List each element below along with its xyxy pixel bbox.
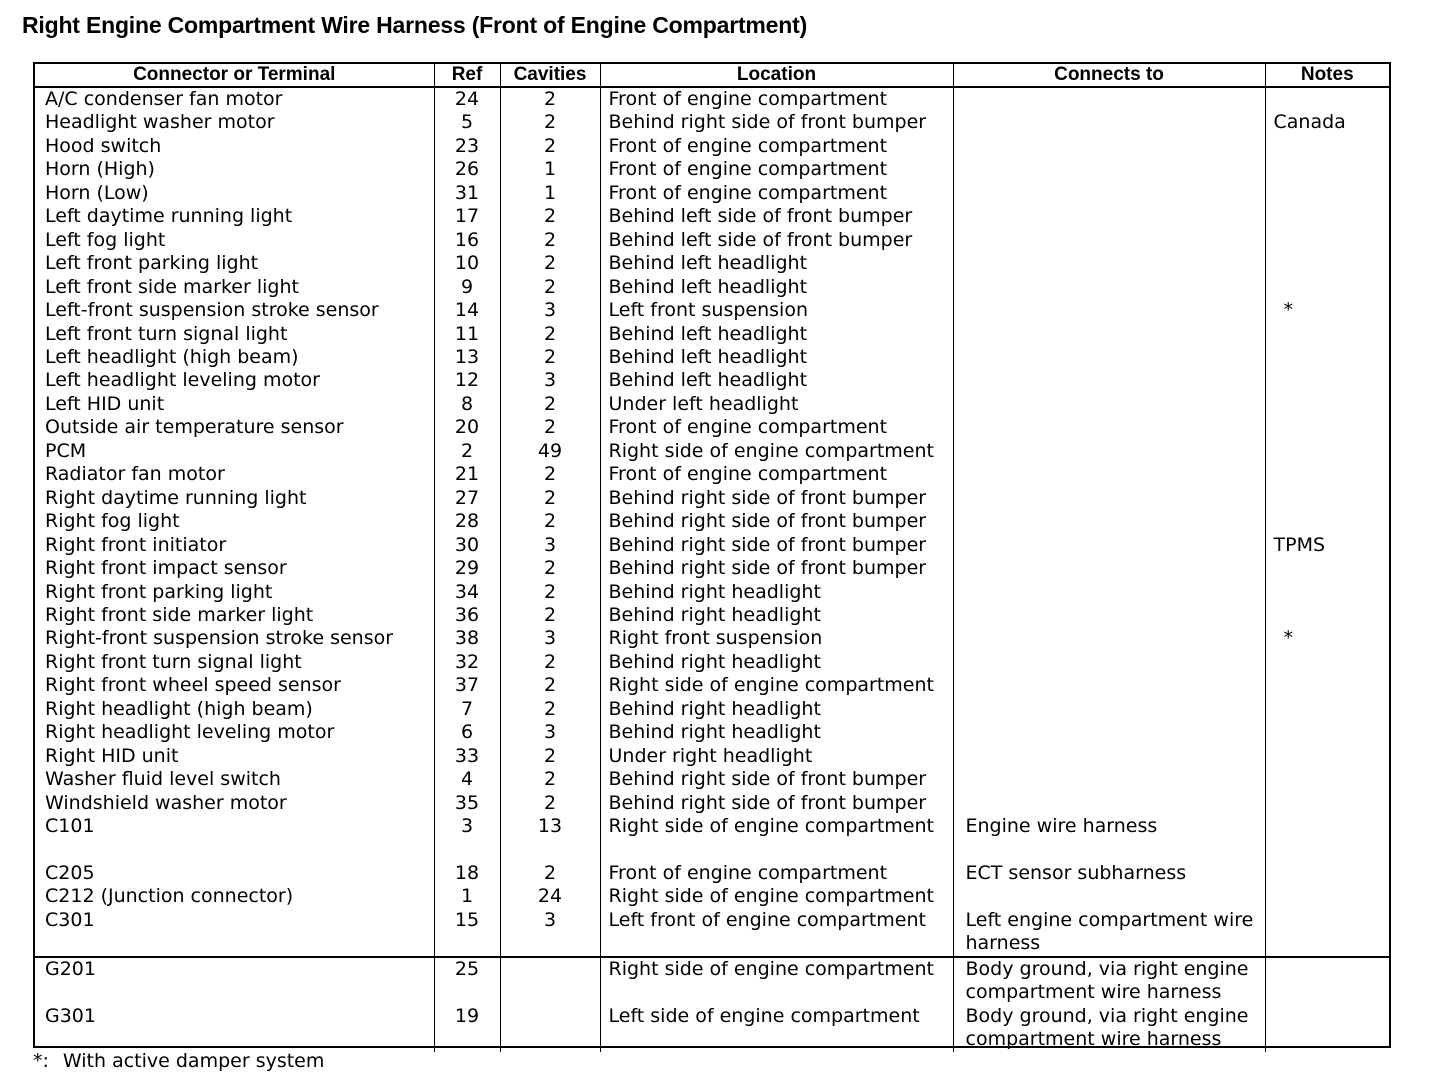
cell-ref: 23	[434, 135, 500, 158]
cell-connector: Right front impact sensor	[35, 557, 434, 580]
cell-location: Behind right side of front bumper	[600, 510, 953, 533]
cell-ref: 24	[434, 87, 500, 111]
cell-cavities: 2	[500, 135, 600, 158]
table-row	[35, 862, 1389, 885]
cell-connector: Left daytime running light	[35, 205, 434, 228]
cell-location: Right side of engine compartment	[600, 815, 953, 838]
cell-connector: Left front turn signal light	[35, 323, 434, 346]
cell-ref: 7	[434, 698, 500, 721]
cell-cavities: 24	[500, 885, 600, 908]
cell-cavities: 2	[500, 487, 600, 510]
cell-cavities: 2	[500, 792, 600, 815]
cell-ref: 20	[434, 416, 500, 439]
cell-connects-to	[953, 721, 1265, 744]
cell-notes	[1265, 815, 1389, 838]
cell-ref: 31	[434, 182, 500, 205]
cell-connector: PCM	[35, 440, 434, 463]
cell-ref: 19	[434, 1005, 500, 1052]
cell-location: Right side of engine compartment	[600, 885, 953, 908]
cell-ref: 13	[434, 346, 500, 369]
cell-connects-to	[953, 745, 1265, 768]
cell-notes	[1265, 581, 1389, 604]
cell-cavities: 2	[500, 698, 600, 721]
cell-location: Left front of engine compartment	[600, 909, 953, 957]
cell-cavities: 2	[500, 416, 600, 439]
cell-notes	[1265, 1005, 1389, 1052]
cell-connects-to	[953, 581, 1265, 604]
cell-connector: Headlight washer motor	[35, 111, 434, 134]
table-row	[35, 299, 1389, 322]
table-row	[35, 1005, 1389, 1052]
cell-ref: 36	[434, 604, 500, 627]
cell-location: Right side of engine compartment	[600, 674, 953, 697]
cell-notes	[1265, 839, 1389, 862]
cell-connector: Washer fluid level switch	[35, 768, 434, 791]
cell-location: Front of engine compartment	[600, 87, 953, 111]
cell-connector: Right fog light	[35, 510, 434, 533]
cell-connects-to	[953, 346, 1265, 369]
cell-connects-to	[953, 252, 1265, 275]
cell-cavities: 2	[500, 557, 600, 580]
cell-location: Front of engine compartment	[600, 416, 953, 439]
cell-cavities: 2	[500, 393, 600, 416]
cell-location: Behind left headlight	[600, 276, 953, 299]
table-row	[35, 323, 1389, 346]
table-row	[35, 510, 1389, 533]
cell-notes	[1265, 135, 1389, 158]
cell-notes	[1265, 698, 1389, 721]
cell-notes	[1265, 792, 1389, 815]
cell-cavities: 3	[500, 369, 600, 392]
cell-connector: Right HID unit	[35, 745, 434, 768]
cell-connector: C301	[35, 909, 434, 957]
cell-location: Behind right side of front bumper	[600, 557, 953, 580]
table-row	[35, 581, 1389, 604]
cell-cavities: 2	[500, 229, 600, 252]
cell-connector: Left-front suspension stroke sensor	[35, 299, 434, 322]
cell-notes	[1265, 229, 1389, 252]
cell-connector: Right front turn signal light	[35, 651, 434, 674]
table-row	[35, 721, 1389, 744]
cell-location: Behind right headlight	[600, 721, 953, 744]
cell-connects-to	[953, 627, 1265, 650]
column-header-cavities: Cavities	[500, 64, 600, 87]
cell-cavities	[500, 1005, 600, 1052]
cell-cavities: 2	[500, 205, 600, 228]
cell-notes	[1265, 557, 1389, 580]
cell-ref: 29	[434, 557, 500, 580]
cell-ref: 26	[434, 158, 500, 181]
cell-connects-to	[953, 557, 1265, 580]
cell-connector: Left fog light	[35, 229, 434, 252]
cell-notes: Canada	[1273, 111, 1346, 134]
cell-notes	[1265, 87, 1389, 111]
cell-ref	[434, 839, 500, 862]
cell-connector: Right headlight leveling motor	[35, 721, 434, 744]
cell-notes	[1265, 745, 1389, 768]
table-row	[35, 698, 1389, 721]
cell-ref: 8	[434, 393, 500, 416]
cell-cavities	[500, 957, 600, 1005]
cell-ref: 9	[434, 276, 500, 299]
cell-connects-to	[953, 604, 1265, 627]
cell-cavities: 2	[500, 581, 600, 604]
cell-connects-to	[953, 182, 1265, 205]
cell-location: Behind right side of front bumper	[600, 487, 953, 510]
table-row	[35, 393, 1389, 416]
cell-connector	[35, 839, 434, 862]
cell-notes	[1265, 416, 1389, 439]
cell-connector: C205	[35, 862, 434, 885]
table-row	[35, 604, 1389, 627]
cell-cavities: 2	[500, 463, 600, 486]
cell-cavities: 1	[500, 182, 600, 205]
cell-connects-to	[953, 369, 1265, 392]
cell-connects-to	[953, 416, 1265, 439]
cell-notes	[1265, 182, 1389, 205]
cell-location: Left front suspension	[600, 299, 953, 322]
cell-connects-to	[953, 276, 1265, 299]
cell-notes	[1265, 909, 1389, 957]
cell-ref: 21	[434, 463, 500, 486]
cell-notes: TPMS	[1273, 533, 1326, 556]
cell-notes	[1265, 487, 1389, 510]
column-header-ref: Ref	[434, 64, 500, 87]
cell-connects-to	[953, 510, 1265, 533]
cell-cavities: 2	[500, 111, 600, 134]
cell-cavities	[500, 839, 600, 862]
cell-ref: 1	[434, 885, 500, 908]
cell-cavities: 2	[500, 87, 600, 111]
cell-connector: Hood switch	[35, 135, 434, 158]
column-header-connects-to: Connects to	[953, 64, 1265, 87]
cell-notes	[1265, 721, 1389, 744]
cell-location: Left side of engine compartment	[600, 1005, 953, 1052]
cell-connects-to	[953, 487, 1265, 510]
cell-ref: 34	[434, 581, 500, 604]
cell-connector: C101	[35, 815, 434, 838]
cell-location: Right side of engine compartment	[600, 957, 953, 1005]
cell-cavities: 49	[500, 440, 600, 463]
cell-connector: Radiator fan motor	[35, 463, 434, 486]
cell-ref: 27	[434, 487, 500, 510]
cell-connects-to	[953, 393, 1265, 416]
footnote-text: With active damper system	[62, 1050, 325, 1072]
cell-ref: 4	[434, 768, 500, 791]
cell-ref: 28	[434, 510, 500, 533]
cell-location: Behind left headlight	[600, 323, 953, 346]
footnote-mark: *:	[33, 1050, 49, 1072]
cell-connects-to: ECT sensor subharness	[953, 862, 1265, 885]
cell-cavities: 3	[500, 299, 600, 322]
cell-notes	[1265, 651, 1389, 674]
table-row	[35, 815, 1389, 838]
wire-harness-table	[33, 62, 1391, 1051]
table-row	[35, 416, 1389, 439]
cell-connects-to	[953, 440, 1265, 463]
cell-connects-to	[953, 135, 1265, 158]
cell-location: Behind left headlight	[600, 252, 953, 275]
table-row	[35, 229, 1389, 252]
cell-notes: *	[1283, 299, 1293, 322]
cell-location: Behind left headlight	[600, 369, 953, 392]
cell-cavities: 2	[500, 862, 600, 885]
table-row	[35, 276, 1389, 299]
cell-cavities: 3	[500, 909, 600, 957]
cell-location: Behind right headlight	[600, 698, 953, 721]
cell-connects-to	[953, 111, 1265, 134]
cell-connector: Left headlight (high beam)	[35, 346, 434, 369]
cell-connector: G301	[35, 1005, 434, 1052]
cell-connects-to	[953, 768, 1265, 791]
cell-connector: Right-front suspension stroke sensor	[35, 627, 434, 650]
cell-location: Front of engine compartment	[600, 862, 953, 885]
table-row	[35, 557, 1389, 580]
cell-location: Under left headlight	[600, 393, 953, 416]
column-header-notes: Notes	[1265, 64, 1389, 87]
cell-notes	[1265, 369, 1389, 392]
cell-ref: 11	[434, 323, 500, 346]
table-row	[35, 87, 1389, 111]
cell-location: Behind left side of front bumper	[600, 229, 953, 252]
cell-connector: Left headlight leveling motor	[35, 369, 434, 392]
table-row	[35, 369, 1389, 392]
table-body	[35, 87, 1389, 1052]
cell-connector: Right front parking light	[35, 581, 434, 604]
cell-connector: Windshield washer motor	[35, 792, 434, 815]
table-row	[35, 839, 1389, 862]
cell-ref: 38	[434, 627, 500, 650]
table-row	[35, 158, 1389, 181]
column-header-location: Location	[600, 64, 953, 87]
table-row	[35, 909, 1389, 957]
cell-cavities: 13	[500, 815, 600, 838]
cell-notes	[1265, 205, 1389, 228]
table-row	[35, 674, 1389, 697]
cell-notes	[1265, 276, 1389, 299]
footnote	[33, 1050, 324, 1072]
cell-notes: *	[1283, 627, 1293, 650]
column-header-connector: Connector or Terminal	[35, 64, 434, 87]
table-row	[35, 487, 1389, 510]
cell-cavities: 2	[500, 346, 600, 369]
cell-connects-to	[953, 463, 1265, 486]
cell-location: Behind right side of front bumper	[600, 768, 953, 791]
cell-ref: 15	[434, 909, 500, 957]
cell-location: Behind right headlight	[600, 581, 953, 604]
table-row	[35, 252, 1389, 275]
cell-cavities: 2	[500, 674, 600, 697]
cell-notes	[1265, 885, 1389, 908]
cell-connector: A/C condenser fan motor	[35, 87, 434, 111]
cell-connects-to	[953, 885, 1265, 908]
cell-cavities: 2	[500, 745, 600, 768]
cell-connects-to	[953, 323, 1265, 346]
cell-location: Right front suspension	[600, 627, 953, 650]
table-row	[35, 463, 1389, 486]
table-row	[35, 111, 1389, 134]
cell-notes	[1265, 252, 1389, 275]
cell-ref: 25	[434, 957, 500, 1005]
cell-ref: 16	[434, 229, 500, 252]
table-row	[35, 205, 1389, 228]
cell-cavities: 3	[500, 627, 600, 650]
cell-cavities: 2	[500, 604, 600, 627]
cell-cavities: 2	[500, 252, 600, 275]
cell-location: Right side of engine compartment	[600, 440, 953, 463]
cell-connector: Right headlight (high beam)	[35, 698, 434, 721]
cell-cavities: 3	[500, 534, 600, 557]
cell-cavities: 2	[500, 651, 600, 674]
cell-ref: 17	[434, 205, 500, 228]
cell-connects-to	[953, 299, 1265, 322]
cell-connects-to: Engine wire harness	[953, 815, 1265, 838]
cell-connects-to	[953, 229, 1265, 252]
table-row	[35, 182, 1389, 205]
cell-connector: Outside air temperature sensor	[35, 416, 434, 439]
cell-location: Behind right side of front bumper	[600, 792, 953, 815]
cell-location: Under right headlight	[600, 745, 953, 768]
cell-cavities: 3	[500, 721, 600, 744]
cell-notes	[1265, 768, 1389, 791]
cell-connector: Right front initiator	[35, 534, 434, 557]
cell-location: Front of engine compartment	[600, 182, 953, 205]
cell-cavities: 2	[500, 510, 600, 533]
cell-connects-to	[953, 205, 1265, 228]
cell-location: Front of engine compartment	[600, 158, 953, 181]
table-row	[35, 627, 1389, 650]
cell-ref: 6	[434, 721, 500, 744]
cell-notes	[1265, 510, 1389, 533]
cell-cavities: 1	[500, 158, 600, 181]
table-row	[35, 135, 1389, 158]
cell-ref: 10	[434, 252, 500, 275]
cell-location: Behind left headlight	[600, 346, 953, 369]
cell-location: Behind right side of front bumper	[600, 111, 953, 134]
cell-connects-to	[953, 674, 1265, 697]
cell-location	[600, 839, 953, 862]
table-row	[35, 346, 1389, 369]
cell-connects-to: Left engine compartment wire harness	[953, 909, 1265, 957]
cell-ref: 2	[434, 440, 500, 463]
table-row	[35, 768, 1389, 791]
cell-connector: Horn (Low)	[35, 182, 434, 205]
cell-connects-to	[953, 792, 1265, 815]
cell-location: Front of engine compartment	[600, 463, 953, 486]
table-row	[35, 957, 1389, 1005]
cell-connects-to	[953, 839, 1265, 862]
cell-notes	[1265, 346, 1389, 369]
cell-ref: 30	[434, 534, 500, 557]
cell-connector: Right daytime running light	[35, 487, 434, 510]
cell-location: Behind right headlight	[600, 651, 953, 674]
table-row	[35, 885, 1389, 908]
cell-ref: 3	[434, 815, 500, 838]
cell-connects-to	[953, 534, 1265, 557]
cell-notes	[1265, 323, 1389, 346]
cell-connector: Right front wheel speed sensor	[35, 674, 434, 697]
cell-notes	[1265, 158, 1389, 181]
cell-connects-to	[953, 698, 1265, 721]
cell-location: Behind right headlight	[600, 604, 953, 627]
cell-notes	[1265, 604, 1389, 627]
cell-connects-to: Body ground, via right engine compartment wire harness	[953, 1005, 1265, 1052]
cell-connects-to	[953, 87, 1265, 111]
cell-connector: G201	[35, 957, 434, 1005]
cell-connector: Right front side marker light	[35, 604, 434, 627]
cell-notes	[1265, 463, 1389, 486]
table-row	[35, 651, 1389, 674]
cell-ref: 5	[434, 111, 500, 134]
cell-ref: 37	[434, 674, 500, 697]
cell-connects-to	[953, 158, 1265, 181]
cell-cavities: 2	[500, 323, 600, 346]
page-title: Right Engine Compartment Wire Harness (Front of Engine Compartment)	[22, 12, 808, 38]
cell-cavities: 2	[500, 276, 600, 299]
table-row	[35, 440, 1389, 463]
cell-notes	[1265, 957, 1389, 1005]
cell-connector: C212 (Junction connector)	[35, 885, 434, 908]
cell-notes	[1265, 440, 1389, 463]
cell-ref: 12	[434, 369, 500, 392]
cell-ref: 35	[434, 792, 500, 815]
table-header-row	[35, 64, 1389, 87]
cell-location: Behind left side of front bumper	[600, 205, 953, 228]
cell-connector: Left front side marker light	[35, 276, 434, 299]
cell-cavities: 2	[500, 768, 600, 791]
cell-ref: 18	[434, 862, 500, 885]
cell-ref: 33	[434, 745, 500, 768]
cell-connects-to: Body ground, via right engine compartment wire harness	[953, 957, 1265, 1005]
table-row	[35, 534, 1389, 557]
table-row	[35, 745, 1389, 768]
cell-connects-to	[953, 651, 1265, 674]
cell-connector: Left HID unit	[35, 393, 434, 416]
table-row	[35, 792, 1389, 815]
cell-notes	[1265, 393, 1389, 416]
cell-ref: 14	[434, 299, 500, 322]
cell-ref: 32	[434, 651, 500, 674]
cell-location: Behind right side of front bumper	[600, 534, 953, 557]
cell-connector: Left front parking light	[35, 252, 434, 275]
cell-notes	[1265, 674, 1389, 697]
cell-location: Front of engine compartment	[600, 135, 953, 158]
cell-notes	[1265, 862, 1389, 885]
cell-connector: Horn (High)	[35, 158, 434, 181]
